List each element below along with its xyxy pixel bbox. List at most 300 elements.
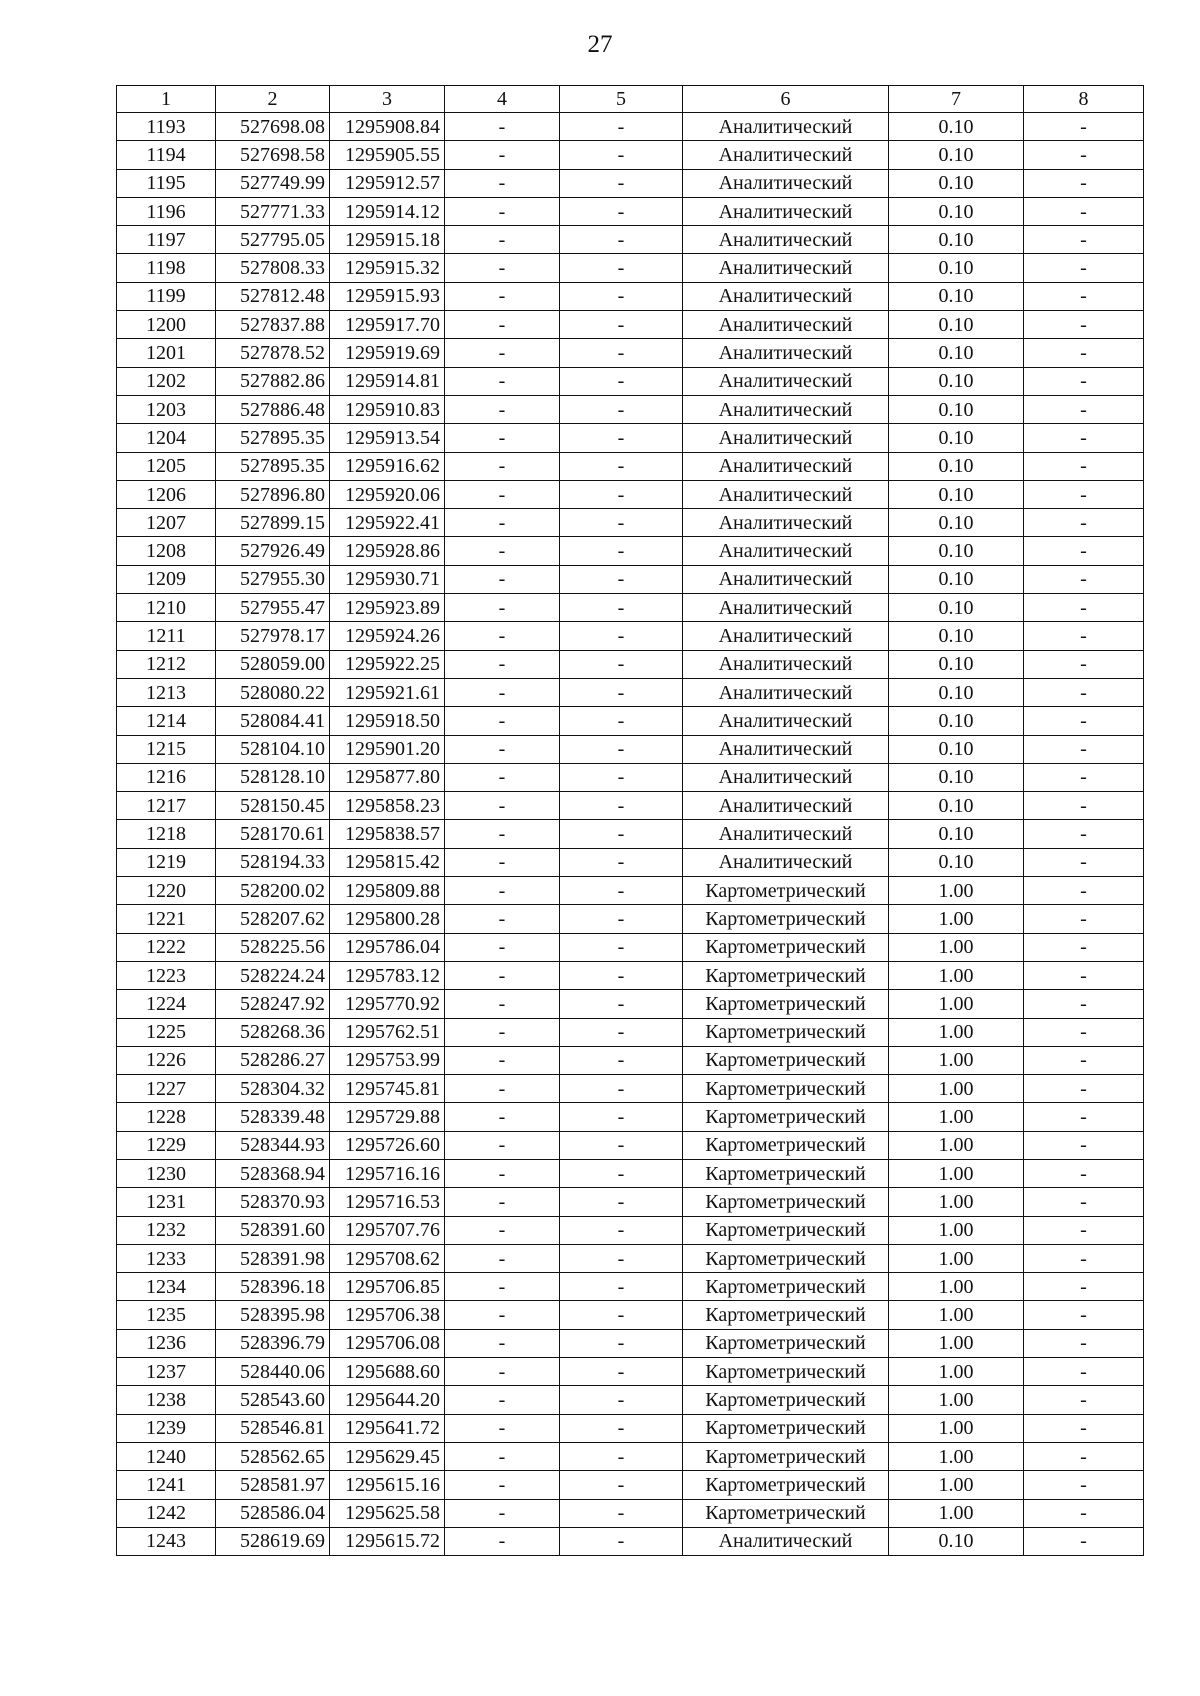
table-cell-col-4: - [445,1075,560,1103]
table-cell-col-4: - [445,113,560,141]
table-cell-col-4: - [445,169,560,197]
table-cell-col-1: 1214 [117,707,216,735]
table-cell-col-3: 1295928.86 [330,537,445,565]
table-cell-col-1: 1229 [117,1131,216,1159]
table-cell-col-5: - [560,367,683,395]
table-cell-col-7: 1.00 [889,1159,1024,1187]
table-cell-col-5: - [560,395,683,423]
table-cell-col-3: 1295930.71 [330,565,445,593]
table-cell-col-3: 1295706.38 [330,1301,445,1329]
table-row [117,1159,1144,1187]
table-cell-col-7: 0.10 [889,792,1024,820]
table-cell-col-8: - [1024,226,1144,254]
table-cell-col-4: - [445,565,560,593]
table-cell-col-4: - [445,933,560,961]
table-cell-col-3: 1295716.53 [330,1188,445,1216]
table-cell-col-8: - [1024,282,1144,310]
table-cell-col-7: 0.10 [889,169,1024,197]
table-cell-col-8: - [1024,1018,1144,1046]
table-cell-col-4: - [445,282,560,310]
column-header-6: 6 [683,86,889,113]
table-cell-col-6: Аналитический [683,282,889,310]
table-cell-col-3: 1295629.45 [330,1442,445,1470]
table-cell-col-3: 1295615.72 [330,1527,445,1555]
table-cell-col-7: 0.10 [889,763,1024,791]
table-cell-col-4: - [445,763,560,791]
table-cell-col-7: 0.10 [889,820,1024,848]
table-cell-col-6: Аналитический [683,1527,889,1555]
table-cell-col-2: 527812.48 [216,282,330,310]
table-cell-col-7: 1.00 [889,961,1024,989]
table-cell-col-2: 528200.02 [216,877,330,905]
table-cell-col-4: - [445,367,560,395]
table-cell-col-7: 0.10 [889,707,1024,735]
table-cell-col-6: Аналитический [683,424,889,452]
table-cell-col-1: 1198 [117,254,216,282]
table-cell-col-6: Картометрический [683,1018,889,1046]
table-cell-col-2: 528080.22 [216,678,330,706]
table-cell-col-2: 527899.15 [216,509,330,537]
table-cell-col-8: - [1024,1329,1144,1357]
table-cell-col-4: - [445,339,560,367]
table-cell-col-8: - [1024,905,1144,933]
table-cell-col-8: - [1024,1414,1144,1442]
table-row [117,1273,1144,1301]
table-cell-col-6: Аналитический [683,820,889,848]
table-cell-col-1: 1213 [117,678,216,706]
table-cell-col-6: Аналитический [683,141,889,169]
table-cell-col-1: 1210 [117,594,216,622]
table-cell-col-2: 528344.93 [216,1131,330,1159]
table-cell-col-8: - [1024,1244,1144,1272]
table-cell-col-2: 527978.17 [216,622,330,650]
table-cell-col-1: 1235 [117,1301,216,1329]
table-cell-col-6: Аналитический [683,113,889,141]
table-cell-col-5: - [560,452,683,480]
table-cell-col-6: Аналитический [683,509,889,537]
table-cell-col-5: - [560,990,683,1018]
table-cell-col-2: 528059.00 [216,650,330,678]
table-cell-col-8: - [1024,254,1144,282]
table-cell-col-3: 1295910.83 [330,395,445,423]
table-cell-col-2: 528104.10 [216,735,330,763]
table-cell-col-5: - [560,707,683,735]
table-cell-col-1: 1220 [117,877,216,905]
table-cell-col-3: 1295783.12 [330,961,445,989]
table-cell-col-1: 1202 [117,367,216,395]
table-cell-col-8: - [1024,452,1144,480]
column-header-3: 3 [330,86,445,113]
table-row [117,678,1144,706]
table-cell-col-3: 1295716.16 [330,1159,445,1187]
table-cell-col-4: - [445,820,560,848]
table-cell-col-1: 1225 [117,1018,216,1046]
table-cell-col-2: 528370.93 [216,1188,330,1216]
table-cell-col-4: - [445,1273,560,1301]
table-cell-col-5: - [560,848,683,876]
table-cell-col-8: - [1024,339,1144,367]
table-row [117,594,1144,622]
table-row [117,113,1144,141]
table-cell-col-7: 1.00 [889,1301,1024,1329]
table-cell-col-5: - [560,1301,683,1329]
table-cell-col-7: 0.10 [889,735,1024,763]
table-cell-col-1: 1230 [117,1159,216,1187]
table-cell-col-7: 1.00 [889,1075,1024,1103]
table-cell-col-5: - [560,1329,683,1357]
table-row [117,1216,1144,1244]
table-cell-col-3: 1295770.92 [330,990,445,1018]
table-row [117,1244,1144,1272]
table-cell-col-1: 1215 [117,735,216,763]
table-cell-col-6: Аналитический [683,735,889,763]
table-cell-col-3: 1295915.32 [330,254,445,282]
table-cell-col-4: - [445,877,560,905]
table-cell-col-1: 1243 [117,1527,216,1555]
table-cell-col-5: - [560,933,683,961]
table-cell-col-2: 527896.80 [216,480,330,508]
table-row [117,650,1144,678]
table-row [117,735,1144,763]
table-cell-col-2: 528581.97 [216,1471,330,1499]
table-cell-col-7: 1.00 [889,1103,1024,1131]
table-cell-col-6: Аналитический [683,480,889,508]
table-cell-col-1: 1195 [117,169,216,197]
table-cell-col-7: 0.10 [889,509,1024,537]
table-cell-col-1: 1234 [117,1273,216,1301]
table-cell-col-3: 1295688.60 [330,1358,445,1386]
table-cell-col-6: Аналитический [683,254,889,282]
table-cell-col-2: 527955.47 [216,594,330,622]
table-row [117,877,1144,905]
table-cell-col-7: 0.10 [889,395,1024,423]
table-cell-col-5: - [560,1046,683,1074]
table-cell-col-6: Аналитический [683,707,889,735]
table-cell-col-2: 528546.81 [216,1414,330,1442]
table-cell-col-6: Картометрический [683,1046,889,1074]
table-row [117,1329,1144,1357]
table-row [117,480,1144,508]
table-cell-col-2: 527895.35 [216,424,330,452]
table-cell-col-2: 528170.61 [216,820,330,848]
table-cell-col-5: - [560,339,683,367]
table-cell-col-2: 528395.98 [216,1301,330,1329]
table-cell-col-5: - [560,1159,683,1187]
table-cell-col-2: 528562.65 [216,1442,330,1470]
table-cell-col-7: 0.10 [889,452,1024,480]
table-cell-col-2: 528194.33 [216,848,330,876]
table-cell-col-8: - [1024,961,1144,989]
table-cell-col-1: 1218 [117,820,216,848]
table-cell-col-6: Аналитический [683,452,889,480]
table-cell-col-3: 1295641.72 [330,1414,445,1442]
table-cell-col-2: 528619.69 [216,1527,330,1555]
table-cell-col-5: - [560,113,683,141]
table-cell-col-8: - [1024,707,1144,735]
table-cell-col-7: 1.00 [889,1018,1024,1046]
table-cell-col-7: 1.00 [889,1329,1024,1357]
table-cell-col-4: - [445,226,560,254]
table-cell-col-3: 1295922.41 [330,509,445,537]
table-cell-col-6: Аналитический [683,763,889,791]
table-cell-col-6: Картометрический [683,1414,889,1442]
table-cell-col-3: 1295916.62 [330,452,445,480]
table-cell-col-6: Картометрический [683,1075,889,1103]
table-cell-col-2: 527882.86 [216,367,330,395]
table-cell-col-2: 528440.06 [216,1358,330,1386]
table-cell-col-7: 0.10 [889,622,1024,650]
table-cell-col-3: 1295914.12 [330,197,445,225]
page-number: 27 [587,31,613,58]
table-cell-col-8: - [1024,990,1144,1018]
table-cell-col-7: 0.10 [889,594,1024,622]
table-cell-col-3: 1295644.20 [330,1386,445,1414]
table-row [117,622,1144,650]
table-cell-col-3: 1295913.54 [330,424,445,452]
table-cell-col-8: - [1024,1159,1144,1187]
coordinates-table [116,85,1144,1556]
table-cell-col-4: - [445,424,560,452]
table-cell-col-8: - [1024,367,1144,395]
column-header-8: 8 [1024,86,1144,113]
table-cell-col-8: - [1024,622,1144,650]
table-cell-col-6: Аналитический [683,395,889,423]
table-cell-col-7: 1.00 [889,1442,1024,1470]
table-cell-col-3: 1295914.81 [330,367,445,395]
table-cell-col-6: Аналитический [683,197,889,225]
table-cell-col-4: - [445,452,560,480]
table-cell-col-8: - [1024,509,1144,537]
table-cell-col-8: - [1024,735,1144,763]
table-cell-col-4: - [445,1499,560,1527]
table-cell-col-1: 1197 [117,226,216,254]
table-row [117,282,1144,310]
table-cell-col-5: - [560,905,683,933]
table-cell-col-7: 0.10 [889,254,1024,282]
table-cell-col-3: 1295706.08 [330,1329,445,1357]
table-cell-col-7: 1.00 [889,905,1024,933]
table-cell-col-8: - [1024,1527,1144,1555]
table-cell-col-7: 0.10 [889,1527,1024,1555]
table-cell-col-5: - [560,1273,683,1301]
table-cell-col-4: - [445,1301,560,1329]
table-cell-col-3: 1295858.23 [330,792,445,820]
table-cell-col-5: - [560,424,683,452]
table-cell-col-5: - [560,1442,683,1470]
table-cell-col-4: - [445,395,560,423]
table-cell-col-4: - [445,1159,560,1187]
table-cell-col-4: - [445,1018,560,1046]
table-cell-col-5: - [560,141,683,169]
table-cell-col-5: - [560,226,683,254]
table-cell-col-6: Аналитический [683,565,889,593]
table-cell-col-2: 527926.49 [216,537,330,565]
table-cell-col-5: - [560,282,683,310]
table-cell-col-6: Картометрический [683,1499,889,1527]
table-cell-col-1: 1194 [117,141,216,169]
table-cell-col-1: 1211 [117,622,216,650]
table-row [117,1075,1144,1103]
table-cell-col-2: 528247.92 [216,990,330,1018]
table-cell-col-2: 528391.98 [216,1244,330,1272]
table-cell-col-6: Аналитический [683,594,889,622]
table-cell-col-6: Картометрический [683,1188,889,1216]
table-cell-col-4: - [445,707,560,735]
table-cell-col-4: - [445,1414,560,1442]
table-cell-col-8: - [1024,1499,1144,1527]
column-header-2: 2 [216,86,330,113]
table-cell-col-8: - [1024,1188,1144,1216]
table-cell-col-3: 1295915.18 [330,226,445,254]
table-cell-col-2: 527878.52 [216,339,330,367]
table-cell-col-7: 1.00 [889,1046,1024,1074]
table-cell-col-2: 527837.88 [216,311,330,339]
table-cell-col-3: 1295809.88 [330,877,445,905]
table-cell-col-6: Аналитический [683,311,889,339]
table-cell-col-7: 1.00 [889,933,1024,961]
table-cell-col-5: - [560,311,683,339]
table-cell-col-6: Картометрический [683,990,889,1018]
table-cell-col-8: - [1024,311,1144,339]
table-cell-col-2: 527795.05 [216,226,330,254]
table-cell-col-8: - [1024,848,1144,876]
table-row [117,1131,1144,1159]
table-cell-col-3: 1295919.69 [330,339,445,367]
table-cell-col-6: Картометрический [683,1244,889,1272]
table-row [117,1499,1144,1527]
table-cell-col-3: 1295815.42 [330,848,445,876]
table-cell-col-8: - [1024,424,1144,452]
table-cell-col-8: - [1024,1471,1144,1499]
table-cell-col-5: - [560,1188,683,1216]
table-cell-col-2: 528207.62 [216,905,330,933]
table-cell-col-1: 1224 [117,990,216,1018]
table-cell-col-3: 1295615.16 [330,1471,445,1499]
table-cell-col-3: 1295877.80 [330,763,445,791]
table-cell-col-3: 1295915.93 [330,282,445,310]
table-cell-col-8: - [1024,1386,1144,1414]
table-cell-col-6: Аналитический [683,848,889,876]
table-cell-col-3: 1295923.89 [330,594,445,622]
table-cell-col-7: 0.10 [889,367,1024,395]
table-cell-col-3: 1295908.84 [330,113,445,141]
table-cell-col-6: Картометрический [683,877,889,905]
table-cell-col-5: - [560,254,683,282]
table-row [117,933,1144,961]
table-cell-col-4: - [445,480,560,508]
table-cell-col-5: - [560,763,683,791]
table-row [117,424,1144,452]
table-row [117,1046,1144,1074]
column-header-7: 7 [889,86,1024,113]
table-cell-col-3: 1295729.88 [330,1103,445,1131]
table-cell-col-8: - [1024,594,1144,622]
table-cell-col-7: 0.10 [889,282,1024,310]
table-cell-col-8: - [1024,480,1144,508]
table-cell-col-2: 527808.33 [216,254,330,282]
table-cell-col-6: Картометрический [683,1329,889,1357]
table-cell-col-2: 527749.99 [216,169,330,197]
table-row [117,1442,1144,1470]
table-row [117,197,1144,225]
table-cell-col-7: 0.10 [889,141,1024,169]
table-cell-col-5: - [560,961,683,989]
table-cell-col-3: 1295920.06 [330,480,445,508]
table-row [117,395,1144,423]
table-cell-col-1: 1219 [117,848,216,876]
table-cell-col-5: - [560,1103,683,1131]
table-cell-col-4: - [445,311,560,339]
table-cell-col-4: - [445,1244,560,1272]
table-cell-col-7: 1.00 [889,1386,1024,1414]
table-cell-col-1: 1222 [117,933,216,961]
table-cell-col-5: - [560,169,683,197]
table-cell-col-2: 528150.45 [216,792,330,820]
table-cell-col-3: 1295921.61 [330,678,445,706]
table-cell-col-2: 528268.36 [216,1018,330,1046]
table-cell-col-8: - [1024,763,1144,791]
table-row [117,1527,1144,1555]
table-cell-col-4: - [445,1103,560,1131]
table-cell-col-3: 1295922.25 [330,650,445,678]
table-row [117,990,1144,1018]
table-cell-col-1: 1221 [117,905,216,933]
table-cell-col-6: Картометрический [683,905,889,933]
table-row [117,226,1144,254]
table-cell-col-6: Картометрический [683,1273,889,1301]
table-cell-col-8: - [1024,141,1144,169]
table-cell-col-2: 528225.56 [216,933,330,961]
table-cell-col-4: - [445,905,560,933]
table-cell-col-1: 1208 [117,537,216,565]
table-cell-col-3: 1295762.51 [330,1018,445,1046]
table-cell-col-6: Картометрический [683,1301,889,1329]
table-cell-col-8: - [1024,650,1144,678]
table-cell-col-7: 1.00 [889,990,1024,1018]
table-cell-col-1: 1233 [117,1244,216,1272]
table-cell-col-2: 528224.24 [216,961,330,989]
table-cell-col-8: - [1024,197,1144,225]
table-cell-col-6: Аналитический [683,650,889,678]
table-cell-col-5: - [560,1131,683,1159]
table-cell-col-4: - [445,990,560,1018]
table-cell-col-5: - [560,1244,683,1272]
table-cell-col-2: 528339.48 [216,1103,330,1131]
table-cell-col-2: 527698.08 [216,113,330,141]
table-cell-col-8: - [1024,537,1144,565]
column-header-4: 4 [445,86,560,113]
table-cell-col-5: - [560,1499,683,1527]
table-cell-col-2: 528396.79 [216,1329,330,1357]
table-cell-col-7: 1.00 [889,1358,1024,1386]
table-cell-col-8: - [1024,1358,1144,1386]
table-cell-col-6: Аналитический [683,537,889,565]
table-cell-col-5: - [560,1075,683,1103]
table-cell-col-3: 1295901.20 [330,735,445,763]
table-cell-col-7: 1.00 [889,1273,1024,1301]
table-row [117,1358,1144,1386]
table-cell-col-1: 1217 [117,792,216,820]
table-cell-col-1: 1228 [117,1103,216,1131]
table-cell-col-4: - [445,1046,560,1074]
table-cell-col-4: - [445,961,560,989]
table-cell-col-5: - [560,820,683,848]
table-cell-col-3: 1295706.85 [330,1273,445,1301]
table-cell-col-7: 1.00 [889,877,1024,905]
table-cell-col-2: 527698.58 [216,141,330,169]
table-cell-col-7: 1.00 [889,1216,1024,1244]
table-cell-col-7: 0.10 [889,424,1024,452]
